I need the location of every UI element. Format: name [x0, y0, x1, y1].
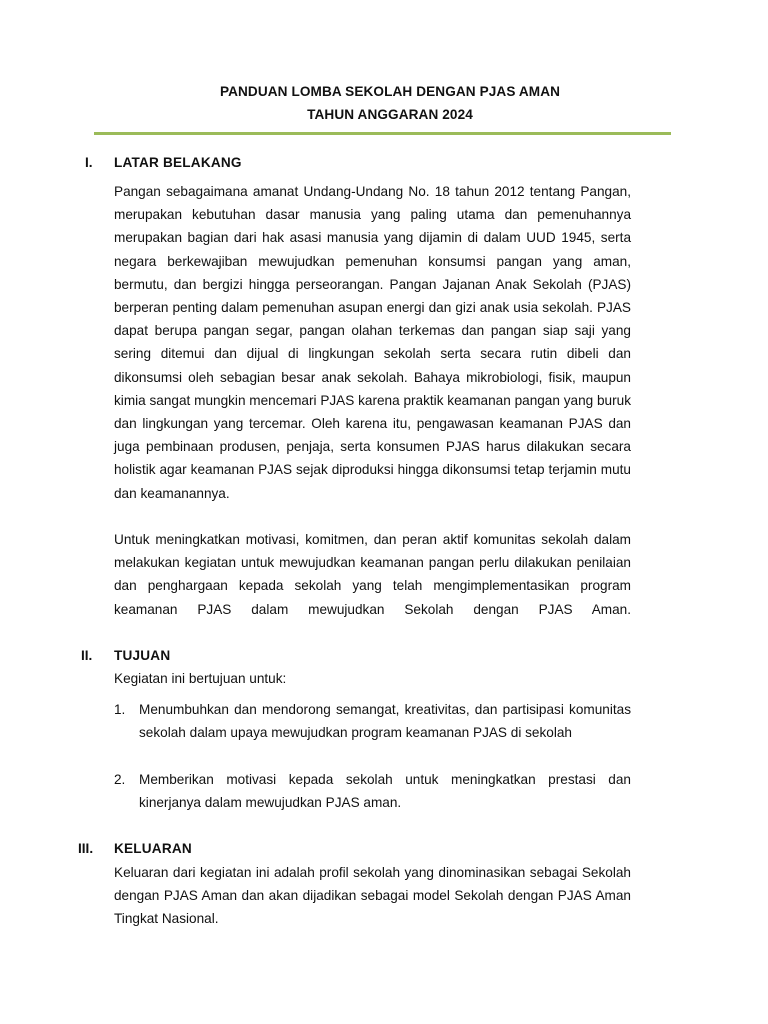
- list-item-number: 1.: [114, 702, 126, 717]
- list-item-text: Menumbuhkan dan mendorong semangat, kreativitas, dan partisipasi komunitas sekolah dalam upaya mewujudkan program keamanan PJAS di sekolah: [139, 702, 631, 741]
- section-1-paragraph-1: Pangan sebagaimana amanat Undang-Undang No. 18 tahun 2012 tentang Pangan, merupakan kebutuhan dasar manusia yang paling utama dan pemenuhannya merupakan bagian dari hak asasi manusia yang dijamin di dalam UUD 1945, serta negara berkewajiban mewujudkan pemenuhan konsumsi pangan yang aman, bermutu, dan bergizi hingga perseorangan. Pangan Jajanan Anak Sekolah (PJAS) berperan penting dalam pemenuhan asupan energi dan gizi anak usia sekolah. PJAS dapat berupa pangan segar, pangan olahan terkemas dan pangan siap saji yang sering ditemui dan dijual di lingkungan sekolah serta secara rutin dibeli dan dikonsumsi oleh sebagian besar anak sekolah. Bahaya mikrobiologi, fisik, maupun kimia sangat mungkin mencemari PJAS karena praktik keamanan pangan yang buruk dan lingkungan yang tercemar. Oleh karena itu, pengawasan keamanan PJAS dan juga pembinaan produsen, penjaja, serta konsumen PJAS harus dilakukan secara holistik agar keamanan PJAS sejak diproduksi hingga dikonsumsi tetap terjamin mutu dan keamanannya.: [114, 184, 631, 501]
- document-subtitle: TAHUN ANGGARAN 2024: [307, 107, 473, 122]
- section-2-number: II.: [81, 648, 93, 663]
- title-divider: [94, 132, 671, 135]
- section-3-number: III.: [78, 841, 94, 856]
- document-title: PANDUAN LOMBA SEKOLAH DENGAN PJAS AMAN: [219, 84, 561, 99]
- section-3-paragraph: Keluaran dari kegiatan ini adalah profil sekolah yang dinominasikan sebagai Sekolah dengan PJAS Aman dan akan dijadikan sebagai model Sekolah dengan PJAS Aman Tingkat Nasional.: [114, 865, 631, 927]
- section-2-title: TUJUAN: [114, 648, 171, 663]
- section-1-paragraph-2: Untuk meningkatkan motivasi, komitmen, dan peran aktif komunitas sekolah dalam melakukan kegiatan untuk mewujudkan keamanan pangan perlu dilakukan penilaian dan penghargaan kepada sekolah yang telah mengimplementasikan program keamanan PJAS dalam mewujudkan Sekolah dengan PJAS Aman.: [114, 532, 631, 617]
- section-1-number: I.: [85, 155, 93, 170]
- list-item-text: Memberikan motivasi kepada sekolah untuk meningkatkan prestasi dan kinerjanya dalam mewujudkan PJAS aman.: [139, 772, 631, 811]
- section-3-title: KELUARAN: [114, 841, 192, 856]
- section-2-intro: Kegiatan ini bertujuan untuk:: [114, 671, 287, 686]
- list-item-number: 2.: [114, 772, 126, 787]
- section-1-title: LATAR BELAKANG: [114, 155, 242, 170]
